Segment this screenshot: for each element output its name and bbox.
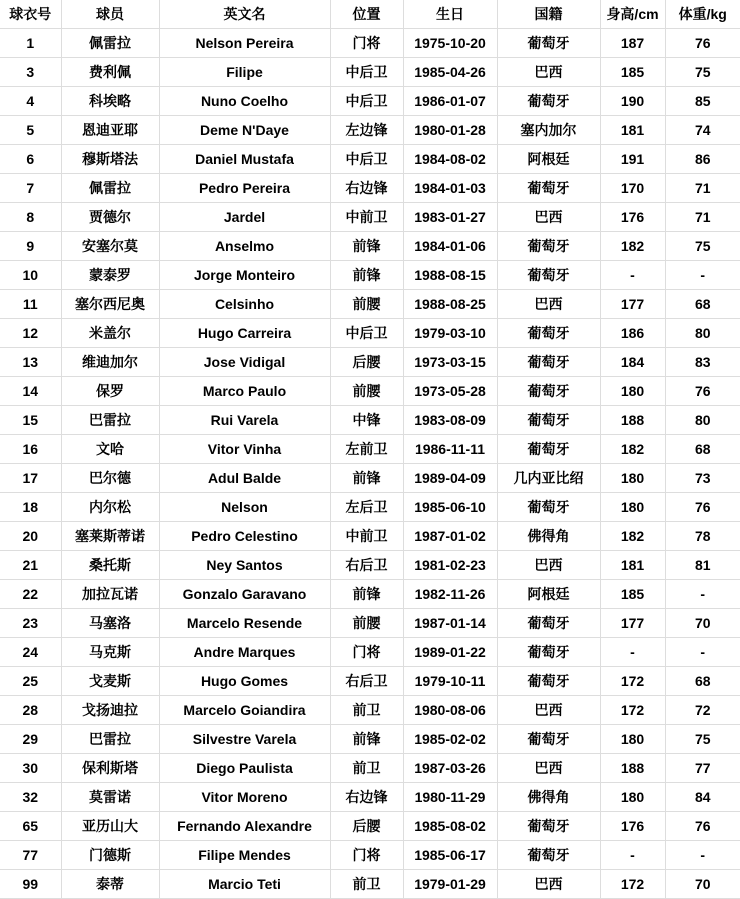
table-cell-jersey-number: 13	[0, 347, 61, 376]
table-cell-weight: 74	[665, 115, 740, 144]
table-row	[0, 318, 740, 347]
table-cell-nationality: 葡萄牙	[497, 318, 600, 347]
table-cell-nationality: 葡萄牙	[497, 608, 600, 637]
table-cell-player-name-en: Marcelo Resende	[159, 608, 330, 637]
table-cell-jersey-number: 8	[0, 202, 61, 231]
table-cell-birthday: 1984-01-03	[403, 173, 497, 202]
table-cell-height: -	[600, 637, 665, 666]
table-cell-player-name-en: Marco Paulo	[159, 376, 330, 405]
table-cell-position: 前卫	[330, 753, 403, 782]
table-cell-player-name-cn: 巴尔德	[61, 463, 159, 492]
table-cell-birthday: 1985-06-17	[403, 840, 497, 869]
table-cell-birthday: 1980-11-29	[403, 782, 497, 811]
table-cell-weight: 80	[665, 405, 740, 434]
table-cell-height: 187	[600, 28, 665, 57]
table-cell-nationality: 葡萄牙	[497, 86, 600, 115]
table-row	[0, 782, 740, 811]
table-cell-birthday: 1973-03-15	[403, 347, 497, 376]
table-cell-player-name-cn: 蒙泰罗	[61, 260, 159, 289]
table-cell-jersey-number: 7	[0, 173, 61, 202]
table-cell-position: 中锋	[330, 405, 403, 434]
table-cell-nationality: 葡萄牙	[497, 434, 600, 463]
table-cell-birthday: 1979-03-10	[403, 318, 497, 347]
table-cell-jersey-number: 18	[0, 492, 61, 521]
table-cell-player-name-cn: 门德斯	[61, 840, 159, 869]
table-row	[0, 811, 740, 840]
table-cell-birthday: 1985-06-10	[403, 492, 497, 521]
table-cell-height: 186	[600, 318, 665, 347]
table-cell-player-name-cn: 戈麦斯	[61, 666, 159, 695]
table-cell-height: -	[600, 260, 665, 289]
table-cell-nationality: 巴西	[497, 753, 600, 782]
table-row	[0, 463, 740, 492]
table-row	[0, 202, 740, 231]
column-header-height: 身高/cm	[600, 0, 665, 28]
table-cell-nationality: 阿根廷	[497, 144, 600, 173]
table-cell-player-name-cn: 巴雷拉	[61, 724, 159, 753]
table-cell-height: 180	[600, 782, 665, 811]
table-row	[0, 753, 740, 782]
table-cell-player-name-en: Andre Marques	[159, 637, 330, 666]
table-row	[0, 57, 740, 86]
table-cell-player-name-cn: 内尔松	[61, 492, 159, 521]
table-cell-weight: 86	[665, 144, 740, 173]
table-row	[0, 289, 740, 318]
table-cell-position: 中后卫	[330, 144, 403, 173]
table-cell-position: 前腰	[330, 608, 403, 637]
table-cell-player-name-cn: 科埃略	[61, 86, 159, 115]
table-row	[0, 521, 740, 550]
table-cell-player-name-cn: 恩迪亚耶	[61, 115, 159, 144]
table-cell-player-name-cn: 泰蒂	[61, 869, 159, 898]
table-cell-position: 中后卫	[330, 318, 403, 347]
table-cell-weight: 72	[665, 695, 740, 724]
table-cell-player-name-en: Pedro Pereira	[159, 173, 330, 202]
table-cell-nationality: 阿根廷	[497, 579, 600, 608]
table-cell-weight: 85	[665, 86, 740, 115]
table-cell-player-name-en: Daniel Mustafa	[159, 144, 330, 173]
table-cell-nationality: 巴西	[497, 869, 600, 898]
table-cell-height: 185	[600, 579, 665, 608]
table-cell-height: 172	[600, 869, 665, 898]
table-cell-birthday: 1988-08-25	[403, 289, 497, 318]
header-row	[0, 0, 740, 28]
table-cell-jersey-number: 65	[0, 811, 61, 840]
table-cell-player-name-cn: 巴雷拉	[61, 405, 159, 434]
table-cell-weight: 71	[665, 173, 740, 202]
table-cell-jersey-number: 4	[0, 86, 61, 115]
table-row	[0, 173, 740, 202]
table-cell-nationality: 葡萄牙	[497, 811, 600, 840]
table-cell-jersey-number: 24	[0, 637, 61, 666]
table-cell-player-name-cn: 保罗	[61, 376, 159, 405]
table-cell-height: 182	[600, 434, 665, 463]
table-cell-weight: -	[665, 840, 740, 869]
table-cell-birthday: 1983-01-27	[403, 202, 497, 231]
table-cell-player-name-en: Jorge Monteiro	[159, 260, 330, 289]
table-cell-birthday: 1985-02-02	[403, 724, 497, 753]
table-cell-height: 182	[600, 521, 665, 550]
table-cell-weight: 76	[665, 492, 740, 521]
table-cell-height: 188	[600, 405, 665, 434]
table-cell-jersey-number: 6	[0, 144, 61, 173]
table-cell-position: 中后卫	[330, 57, 403, 86]
table-cell-jersey-number: 77	[0, 840, 61, 869]
table-cell-player-name-en: Deme N'Daye	[159, 115, 330, 144]
table-cell-position: 前卫	[330, 869, 403, 898]
table-cell-weight: 76	[665, 28, 740, 57]
table-cell-player-name-en: Hugo Carreira	[159, 318, 330, 347]
table-cell-position: 中前卫	[330, 521, 403, 550]
table-cell-position: 右边锋	[330, 173, 403, 202]
table-cell-nationality: 巴西	[497, 550, 600, 579]
table-cell-weight: 75	[665, 57, 740, 86]
table-cell-birthday: 1986-11-11	[403, 434, 497, 463]
table-cell-jersey-number: 11	[0, 289, 61, 318]
table-cell-jersey-number: 30	[0, 753, 61, 782]
table-cell-nationality: 巴西	[497, 289, 600, 318]
table-cell-jersey-number: 21	[0, 550, 61, 579]
table-cell-weight: 71	[665, 202, 740, 231]
table-cell-weight: 77	[665, 753, 740, 782]
column-header-birthday: 生日	[403, 0, 497, 28]
table-cell-jersey-number: 17	[0, 463, 61, 492]
table-cell-height: 172	[600, 666, 665, 695]
table-cell-player-name-cn: 桑托斯	[61, 550, 159, 579]
table-cell-nationality: 巴西	[497, 202, 600, 231]
table-cell-jersey-number: 16	[0, 434, 61, 463]
table-cell-height: 177	[600, 608, 665, 637]
table-cell-player-name-cn: 马克斯	[61, 637, 159, 666]
table-cell-player-name-cn: 佩雷拉	[61, 173, 159, 202]
table-row	[0, 86, 740, 115]
table-cell-position: 后腰	[330, 811, 403, 840]
table-cell-birthday: 1982-11-26	[403, 579, 497, 608]
table-row	[0, 231, 740, 260]
table-cell-birthday: 1980-08-06	[403, 695, 497, 724]
table-cell-height: 190	[600, 86, 665, 115]
table-cell-nationality: 塞内加尔	[497, 115, 600, 144]
column-header-jersey-number: 球衣号	[0, 0, 61, 28]
table-cell-birthday: 1984-01-06	[403, 231, 497, 260]
table-cell-nationality: 巴西	[497, 57, 600, 86]
table-cell-weight: -	[665, 637, 740, 666]
table-cell-weight: 73	[665, 463, 740, 492]
table-row	[0, 840, 740, 869]
table-cell-weight: 80	[665, 318, 740, 347]
table-row	[0, 608, 740, 637]
table-row	[0, 376, 740, 405]
table-cell-height: 180	[600, 724, 665, 753]
table-cell-player-name-en: Ney Santos	[159, 550, 330, 579]
table-cell-birthday: 1984-08-02	[403, 144, 497, 173]
table-cell-position: 后腰	[330, 347, 403, 376]
table-cell-player-name-en: Adul Balde	[159, 463, 330, 492]
table-cell-birthday: 1983-08-09	[403, 405, 497, 434]
table-cell-weight: 84	[665, 782, 740, 811]
table-cell-player-name-en: Vitor Vinha	[159, 434, 330, 463]
table-row	[0, 260, 740, 289]
table-cell-birthday: 1980-01-28	[403, 115, 497, 144]
table-cell-birthday: 1979-10-11	[403, 666, 497, 695]
table-cell-weight: 70	[665, 608, 740, 637]
table-cell-height: -	[600, 840, 665, 869]
table-cell-birthday: 1987-03-26	[403, 753, 497, 782]
table-row	[0, 28, 740, 57]
column-header-nationality: 国籍	[497, 0, 600, 28]
table-cell-player-name-cn: 安塞尔莫	[61, 231, 159, 260]
table-row	[0, 695, 740, 724]
table-cell-player-name-en: Vitor Moreno	[159, 782, 330, 811]
table-cell-height: 184	[600, 347, 665, 376]
table-cell-player-name-en: Filipe	[159, 57, 330, 86]
table-cell-height: 170	[600, 173, 665, 202]
table-cell-player-name-cn: 加拉瓦诺	[61, 579, 159, 608]
table-header	[0, 0, 740, 28]
table-cell-birthday: 1979-01-29	[403, 869, 497, 898]
table-cell-height: 182	[600, 231, 665, 260]
table-cell-weight: -	[665, 260, 740, 289]
table-cell-player-name-cn: 戈扬迪拉	[61, 695, 159, 724]
table-row	[0, 434, 740, 463]
table-cell-player-name-cn: 费利佩	[61, 57, 159, 86]
table-cell-player-name-en: Nelson Pereira	[159, 28, 330, 57]
table-cell-birthday: 1985-08-02	[403, 811, 497, 840]
table-cell-nationality: 葡萄牙	[497, 173, 600, 202]
table-cell-player-name-cn: 贾德尔	[61, 202, 159, 231]
table-cell-position: 中前卫	[330, 202, 403, 231]
table-cell-jersey-number: 14	[0, 376, 61, 405]
table-cell-weight: 83	[665, 347, 740, 376]
table-cell-position: 门将	[330, 28, 403, 57]
table-cell-jersey-number: 1	[0, 28, 61, 57]
table-cell-player-name-cn: 马塞洛	[61, 608, 159, 637]
table-cell-player-name-en: Celsinho	[159, 289, 330, 318]
table-cell-weight: 78	[665, 521, 740, 550]
table-cell-jersey-number: 3	[0, 57, 61, 86]
table-cell-jersey-number: 12	[0, 318, 61, 347]
table-cell-height: 185	[600, 57, 665, 86]
table-cell-player-name-cn: 莫雷诺	[61, 782, 159, 811]
table-row	[0, 724, 740, 753]
table-cell-jersey-number: 10	[0, 260, 61, 289]
table-cell-nationality: 几内亚比绍	[497, 463, 600, 492]
table-cell-player-name-en: Nelson	[159, 492, 330, 521]
table-row	[0, 144, 740, 173]
table-cell-height: 181	[600, 550, 665, 579]
table-cell-height: 176	[600, 811, 665, 840]
table-cell-nationality: 葡萄牙	[497, 666, 600, 695]
table-cell-height: 180	[600, 376, 665, 405]
table-cell-position: 右后卫	[330, 550, 403, 579]
table-cell-player-name-cn: 亚历山大	[61, 811, 159, 840]
table-cell-weight: 68	[665, 289, 740, 318]
table-cell-position: 左前卫	[330, 434, 403, 463]
table-cell-player-name-en: Marcelo Goiandira	[159, 695, 330, 724]
table-cell-player-name-en: Nuno Coelho	[159, 86, 330, 115]
table-cell-position: 前腰	[330, 289, 403, 318]
table-cell-birthday: 1975-10-20	[403, 28, 497, 57]
table-cell-jersey-number: 99	[0, 869, 61, 898]
table-cell-player-name-en: Jose Vidigal	[159, 347, 330, 376]
table-cell-position: 门将	[330, 637, 403, 666]
table-cell-nationality: 葡萄牙	[497, 637, 600, 666]
table-cell-position: 左边锋	[330, 115, 403, 144]
table-cell-player-name-en: Fernando Alexandre	[159, 811, 330, 840]
table-cell-player-name-cn: 塞尔西尼奥	[61, 289, 159, 318]
table-cell-position: 前锋	[330, 231, 403, 260]
table-cell-position: 前锋	[330, 260, 403, 289]
table-cell-weight: 76	[665, 376, 740, 405]
table-cell-height: 188	[600, 753, 665, 782]
table-row	[0, 666, 740, 695]
table-cell-birthday: 1981-02-23	[403, 550, 497, 579]
table-cell-nationality: 巴西	[497, 695, 600, 724]
table-cell-position: 前锋	[330, 724, 403, 753]
table-cell-birthday: 1989-01-22	[403, 637, 497, 666]
table-row	[0, 579, 740, 608]
table-cell-position: 右后卫	[330, 666, 403, 695]
table-cell-nationality: 葡萄牙	[497, 840, 600, 869]
table-cell-player-name-cn: 维迪加尔	[61, 347, 159, 376]
table-cell-weight: 75	[665, 724, 740, 753]
table-cell-jersey-number: 15	[0, 405, 61, 434]
table-cell-position: 前锋	[330, 463, 403, 492]
table-cell-height: 180	[600, 492, 665, 521]
table-cell-player-name-en: Diego Paulista	[159, 753, 330, 782]
table-cell-player-name-en: Filipe Mendes	[159, 840, 330, 869]
table-cell-player-name-cn: 塞莱斯蒂诺	[61, 521, 159, 550]
table-cell-jersey-number: 23	[0, 608, 61, 637]
table-cell-player-name-cn: 文哈	[61, 434, 159, 463]
table-cell-nationality: 佛得角	[497, 782, 600, 811]
table-cell-player-name-en: Marcio Teti	[159, 869, 330, 898]
table-cell-player-name-en: Pedro Celestino	[159, 521, 330, 550]
column-header-player-name-cn: 球员	[61, 0, 159, 28]
table-cell-jersey-number: 5	[0, 115, 61, 144]
table-cell-birthday: 1987-01-02	[403, 521, 497, 550]
table-cell-player-name-en: Gonzalo Garavano	[159, 579, 330, 608]
table-cell-jersey-number: 25	[0, 666, 61, 695]
column-header-player-name-en: 英文名	[159, 0, 330, 28]
table-cell-nationality: 葡萄牙	[497, 724, 600, 753]
table-cell-weight: 81	[665, 550, 740, 579]
table-cell-height: 181	[600, 115, 665, 144]
table-cell-birthday: 1973-05-28	[403, 376, 497, 405]
table-cell-height: 177	[600, 289, 665, 318]
table-cell-player-name-cn: 米盖尔	[61, 318, 159, 347]
table-cell-weight: 68	[665, 434, 740, 463]
table-row	[0, 115, 740, 144]
table-cell-birthday: 1985-04-26	[403, 57, 497, 86]
table-cell-position: 门将	[330, 840, 403, 869]
table-cell-nationality: 葡萄牙	[497, 405, 600, 434]
table-cell-position: 右边锋	[330, 782, 403, 811]
table-cell-height: 176	[600, 202, 665, 231]
table-row	[0, 405, 740, 434]
table-cell-player-name-en: Hugo Gomes	[159, 666, 330, 695]
table-cell-jersey-number: 9	[0, 231, 61, 260]
table-row	[0, 637, 740, 666]
table-cell-player-name-en: Rui Varela	[159, 405, 330, 434]
table-cell-nationality: 葡萄牙	[497, 260, 600, 289]
table-row	[0, 869, 740, 898]
table-cell-player-name-en: Silvestre Varela	[159, 724, 330, 753]
table-cell-nationality: 佛得角	[497, 521, 600, 550]
table-cell-position: 前锋	[330, 579, 403, 608]
column-header-position: 位置	[330, 0, 403, 28]
table-cell-position: 中后卫	[330, 86, 403, 115]
table-cell-jersey-number: 20	[0, 521, 61, 550]
table-row	[0, 347, 740, 376]
table-cell-nationality: 葡萄牙	[497, 231, 600, 260]
table-cell-weight: 76	[665, 811, 740, 840]
table-cell-weight: 68	[665, 666, 740, 695]
table-row	[0, 492, 740, 521]
table-cell-position: 左后卫	[330, 492, 403, 521]
table-cell-player-name-cn: 保利斯塔	[61, 753, 159, 782]
table-cell-weight: -	[665, 579, 740, 608]
table-cell-height: 180	[600, 463, 665, 492]
table-cell-player-name-en: Jardel	[159, 202, 330, 231]
table-cell-position: 前卫	[330, 695, 403, 724]
table-cell-height: 191	[600, 144, 665, 173]
table-cell-birthday: 1987-01-14	[403, 608, 497, 637]
table-cell-position: 前腰	[330, 376, 403, 405]
table-cell-weight: 70	[665, 869, 740, 898]
table-cell-birthday: 1986-01-07	[403, 86, 497, 115]
table-cell-weight: 75	[665, 231, 740, 260]
table-body	[0, 28, 740, 898]
table-cell-birthday: 1988-08-15	[403, 260, 497, 289]
table-cell-player-name-en: Anselmo	[159, 231, 330, 260]
table-cell-nationality: 葡萄牙	[497, 492, 600, 521]
table-cell-jersey-number: 29	[0, 724, 61, 753]
table-cell-jersey-number: 28	[0, 695, 61, 724]
table-cell-height: 172	[600, 695, 665, 724]
column-header-weight: 体重/kg	[665, 0, 740, 28]
table-cell-player-name-cn: 穆斯塔法	[61, 144, 159, 173]
table-cell-nationality: 葡萄牙	[497, 28, 600, 57]
table-cell-nationality: 葡萄牙	[497, 347, 600, 376]
table-cell-player-name-cn: 佩雷拉	[61, 28, 159, 57]
table-cell-nationality: 葡萄牙	[497, 376, 600, 405]
table-row	[0, 550, 740, 579]
table-cell-birthday: 1989-04-09	[403, 463, 497, 492]
table-cell-jersey-number: 22	[0, 579, 61, 608]
table-cell-jersey-number: 32	[0, 782, 61, 811]
